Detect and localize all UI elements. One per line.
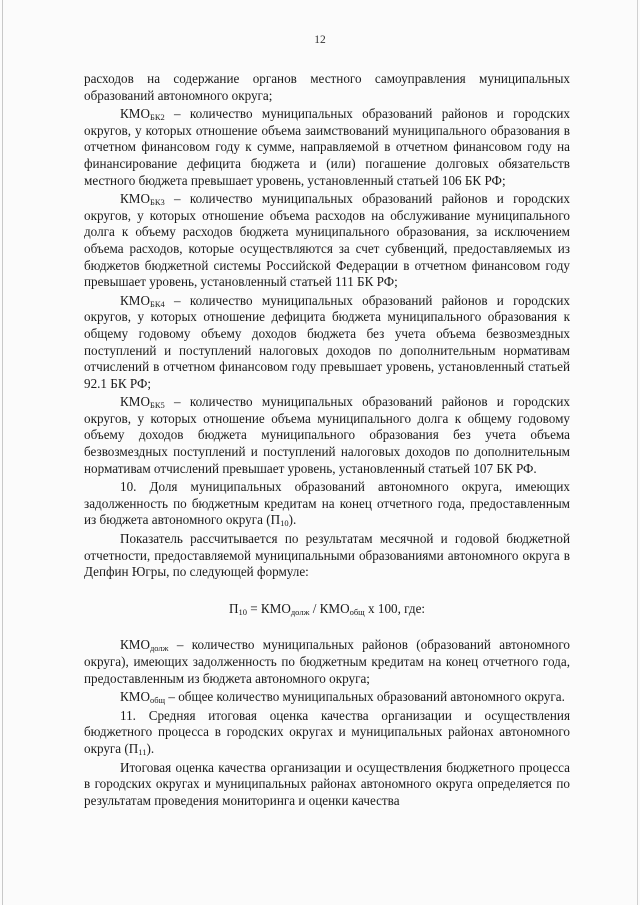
- formula: $П_{10} = КМО_{долж} / КМО_{общ}$ х 100, где:: [228, 600, 426, 617]
- paragraph-kmo-bk4: $КМО_{БК4}$ – количество муниципальных образований районов и городских округов, у которых отношение дефицита бюджета муниципального образования к общему годовому объему доходов бюджета без учета объема безвозмездных поступлений и поступлений налоговых доходов по дополнительным нормативам отчислений в отчетном финансовом году превышает уровень, установленный статьей 92.1 БК РФ;: [84, 292, 570, 391]
- paragraph-kmo-bk3: $КМО_{БК3}$ – количество муниципальных образований районов и городских округов, у которых отношение объема расходов на обслуживание муниципального долга к объему расходов бюджета муниципального образования, за исключением объема расходов, которые осуществляются за счет субвенций, предоставляемых из бюджетов бюджетной системы Российской Федерации в отчетном финансовом году превышает уровень, установленный статьей 111 БК РФ;: [84, 191, 570, 290]
- paragraph-kmo-bk2: $КМО_{БК2}$ – количество муниципальных образований районов и городских округов, у которых отношение объема заимствований муниципального образования в отчетном финансовом году к сумме, направляемой в отчетном финансовом году на финансирование дефицита бюджета и (или) погашение долговых обязательств местного бюджета превышает уровень, установленный статьей 106 БК РФ;: [84, 106, 570, 188]
- paragraph-continuation: расходов на содержание органов местного самоуправления муниципальных образований автономного округа;: [84, 71, 570, 103]
- document-body: [84, 71, 570, 811]
- page-number: 12: [314, 34, 326, 46]
- scan-edge-left: [2, 0, 3, 905]
- paragraph-item-11: 11. Средняя итоговая оценка качества организации и осуществления бюджетного процесса в городских округах и муниципальных районах автономного округа $(П_{11})$.: [84, 707, 570, 757]
- scan-edge-right: [637, 0, 638, 905]
- paragraph-final-assessment: Итоговая оценка качества организации и осуществления бюджетного процесса в городских округах и муниципальных районах автономного округа определяется по результатам проведения мониторинга и оценки качества: [84, 759, 570, 808]
- paragraph-indicator-calc: Показатель рассчитывается по результатам месячной и годовой бюджетной отчетности, предоставляемой муниципальными образованиями автономного округа в Депфин Югры, по следующей формуле:: [84, 531, 570, 580]
- paragraph-kmo-obsh: $КМО_{общ}$ – общее количество муниципальных образований автономного округа.: [120, 689, 565, 706]
- paragraph-item-10: 10. Доля муниципальных образований автономного округа, имеющих задолженность по бюджетным кредитам на конец отчетного года, предоставленным из бюджета автономного округа $(П_{10})$.: [84, 479, 570, 529]
- paragraph-kmo-bk5: $КМО_{БК5}$ – количество муниципальных образований районов и городских округов, у которых отношение объема муниципального долга к общему годовому объему доходов бюджета муниципального образования без учета объема безвозмездных поступлений и поступлений налоговых доходов по дополнительным нормативам отчислений превышает уровень, установленный статьей 107 БК РФ.: [84, 394, 570, 476]
- paragraph-kmo-dolzh: $КМО_{долж}$ – количество муниципальных районов (образований автономного округа), имеющих задолженность по бюджетным кредитам на конец отчетного года, предоставленным из бюджета автономного округа;: [84, 637, 570, 686]
